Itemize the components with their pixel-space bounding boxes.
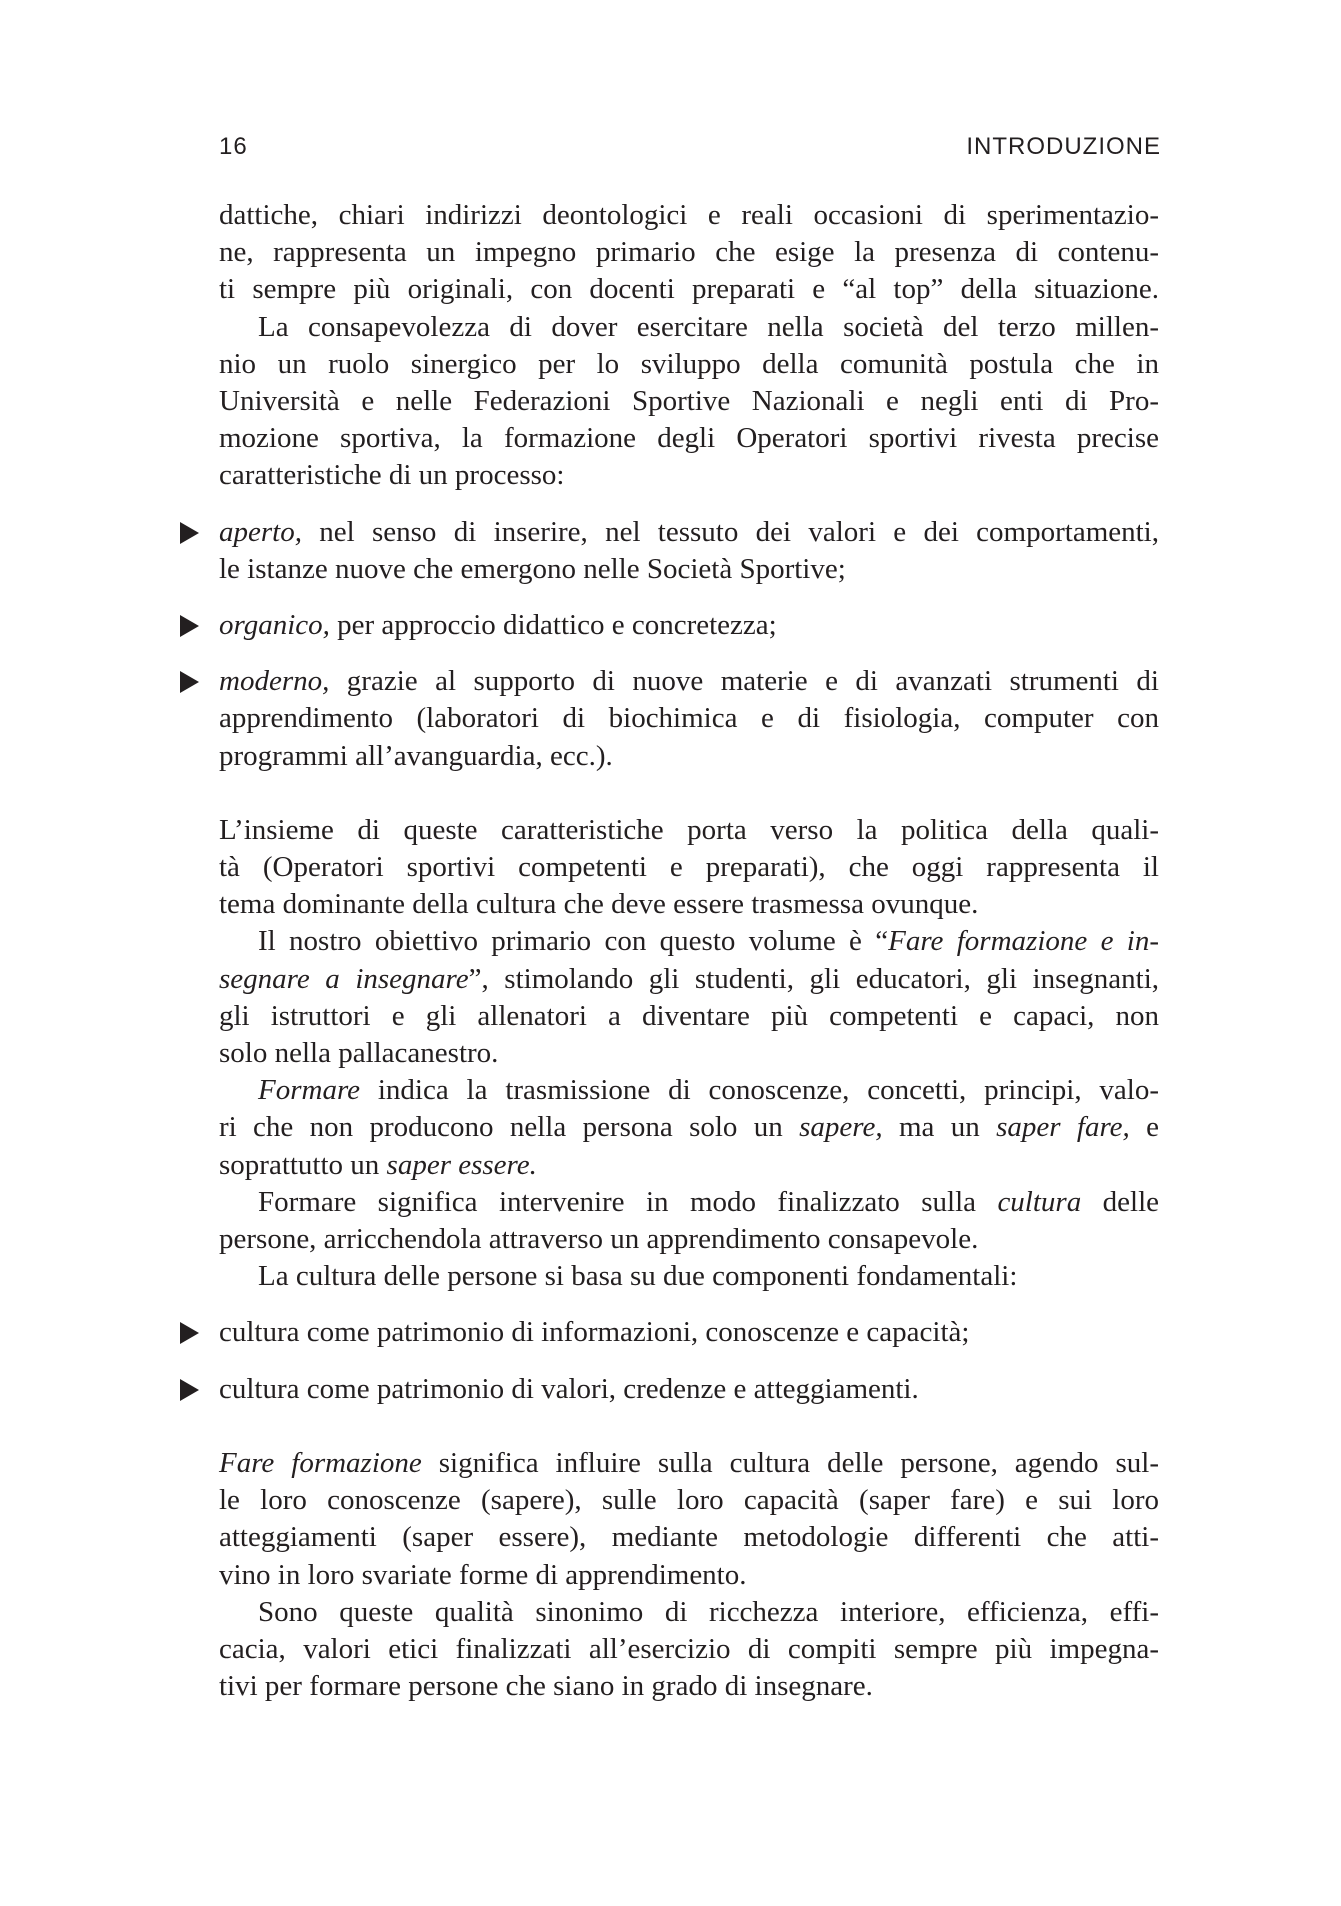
spacer	[219, 495, 1159, 514]
text-line: atteggiamenti (saper essere), mediante metodologie differenti che atti-	[219, 1521, 1159, 1554]
paragraph-components	[219, 1258, 1159, 1295]
paragraph-significance	[219, 1184, 1159, 1258]
spacer	[219, 775, 1159, 812]
text-line: mozione sportiva, la formazione degli Operatori sportivi rivesta precise	[219, 422, 1159, 455]
text-run-italic: saper fare,	[996, 1111, 1130, 1144]
list-term: organico,	[219, 609, 330, 642]
text-run-italic: cultura	[997, 1185, 1082, 1218]
text-line: tivi per formare persone che siano in grado di insegnare.	[219, 1670, 873, 1703]
text-run: Formare significa intervenire in modo finalizzato sulla	[258, 1185, 998, 1218]
triangle-bullet-icon	[180, 671, 199, 693]
text-line: nel senso di inserire, nel tessuto dei valori e dei comportamenti,	[301, 515, 1159, 548]
paragraph-formare	[219, 1072, 1159, 1184]
text-line: ti sempre più originali, con docenti preparati e “al top” della situazione.	[219, 273, 1159, 306]
page-number: 16	[219, 133, 248, 160]
text-line: per approccio didattico e concretezza;	[329, 609, 777, 642]
spacer	[219, 1408, 1159, 1445]
list-item	[219, 1314, 1159, 1351]
paragraph-objective	[219, 923, 1159, 1072]
text-line: Università e nelle Federazioni Sportive Nazionali e negli enti di Pro-	[219, 385, 1159, 418]
text-run: ri che non producono nella persona solo un	[219, 1111, 800, 1144]
triangle-bullet-icon	[180, 615, 199, 637]
text-run: indica la trasmissione di conoscenze, concetti, principi, valo-	[360, 1074, 1159, 1107]
text-run: e	[1129, 1111, 1159, 1144]
list-item	[219, 663, 1159, 775]
text-line: cultura come patrimonio di informazioni, conoscenze e capacità;	[219, 1316, 970, 1349]
text-run: ma un	[882, 1111, 997, 1144]
list-term: moderno,	[219, 665, 330, 698]
text-line: le loro conoscenze (sapere), sulle loro capacità (saper fare) e sui loro	[219, 1484, 1159, 1517]
paragraph-qualities	[219, 1594, 1159, 1706]
paragraph-awareness	[219, 309, 1159, 495]
text-run-italic: Fare formazione	[219, 1446, 422, 1479]
text-line: La consapevolezza di dover esercitare nella società del terzo millen-	[258, 310, 1159, 343]
text-run-italic: Fare formazione e in-	[888, 925, 1159, 958]
text-line: dattiche, chiari indirizzi deontologici e reali occasioni di sperimentazio-	[219, 199, 1159, 231]
text-run: ”, stimolando gli studenti, gli educatori, gli insegnanti,	[468, 962, 1159, 995]
text-line: apprendimento (laboratori di biochimica e di fisiologia, computer con	[219, 702, 1159, 735]
text-line: solo nella pallacanestro.	[219, 1037, 499, 1070]
text-line: ne, rappresenta un impegno primario che esige la presenza di contenu-	[219, 236, 1159, 269]
text-run: significa influire sulla cultura delle persone, agendo sul-	[421, 1446, 1159, 1479]
text-line: persone, arricchendola attraverso un apprendimento consapevole.	[219, 1223, 979, 1256]
text-run: delle	[1081, 1185, 1159, 1218]
text-run: soprattutto un	[219, 1148, 387, 1181]
text-run-italic: saper essere.	[386, 1148, 537, 1181]
text-line: le istanze nuove che emergono nelle Società Sportive;	[219, 552, 846, 585]
list-item	[219, 514, 1159, 588]
paragraph-continuation	[219, 197, 1159, 309]
paragraph-fare-formazione	[219, 1445, 1159, 1594]
text-run-italic: Formare	[258, 1074, 361, 1107]
text-line: grazie al supporto di nuove materie e di avanzati strumenti di	[329, 665, 1159, 698]
paragraph-quality	[219, 812, 1159, 924]
text-line: programmi all’avanguardia, ecc.).	[219, 739, 613, 772]
spacer	[219, 1352, 1159, 1371]
text-line: La cultura delle persone si basa su due componenti fondamentali:	[258, 1260, 1018, 1293]
text-line: tema dominante della cultura che deve essere trasmessa ovunque.	[219, 888, 979, 921]
text-run-italic: segnare a insegnare	[219, 962, 469, 995]
text-line: cultura come patrimonio di valori, credenze e atteggiamenti.	[219, 1372, 919, 1405]
text-line: tà (Operatori sportivi competenti e preparati), che oggi rappresenta il	[219, 851, 1159, 884]
text-line: cacia, valori etici finalizzati all’esercizio di compiti sempre più impegna-	[219, 1632, 1159, 1665]
triangle-bullet-icon	[180, 522, 199, 544]
text-line: L’insieme di queste caratteristiche porta verso la politica della quali-	[219, 813, 1159, 846]
text-line: nio un ruolo sinergico per lo sviluppo della comunità postula che in	[219, 347, 1159, 380]
spacer	[219, 588, 1159, 607]
list-item	[219, 1371, 1159, 1408]
spacer	[219, 644, 1159, 663]
triangle-bullet-icon	[180, 1322, 199, 1344]
list-item	[219, 607, 1159, 644]
running-head	[219, 133, 1161, 169]
triangle-bullet-icon	[180, 1379, 199, 1401]
text-line: gli istruttori e gli allenatori a diventare più competenti e capaci, non	[219, 999, 1159, 1032]
text-line: caratteristiche di un processo:	[219, 459, 565, 492]
text-line: Sono queste qualità sinonimo di ricchezza interiore, efficienza, effi-	[258, 1595, 1159, 1628]
section-title: INTRODUZIONE	[966, 133, 1161, 160]
spacer	[219, 1295, 1159, 1314]
text-run: Il nostro obiettivo primario con questo volume è “	[258, 925, 889, 958]
list-term: aperto,	[219, 515, 302, 548]
body-text	[219, 197, 1159, 1705]
text-run-italic: sapere,	[799, 1111, 883, 1144]
text-line: vino in loro svariate forme di apprendimento.	[219, 1558, 747, 1591]
